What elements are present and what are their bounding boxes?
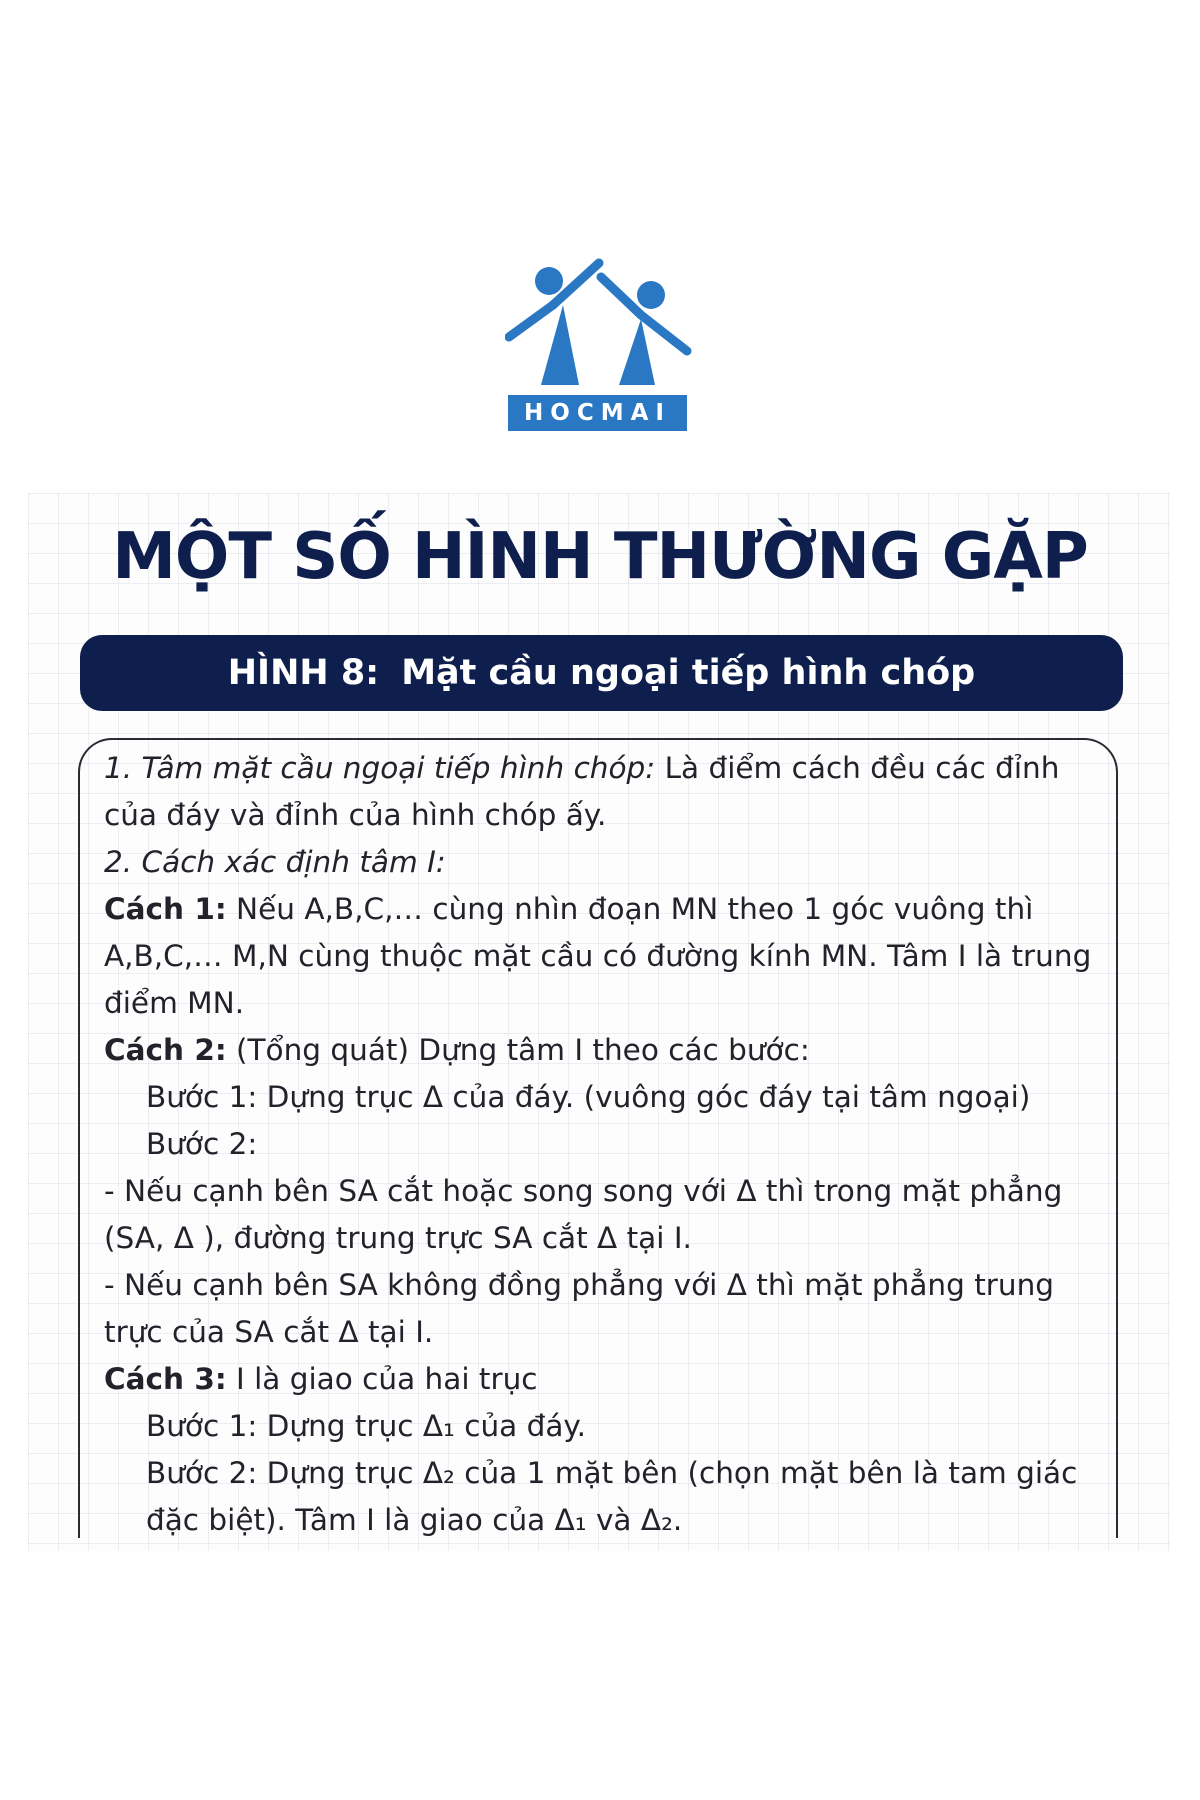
method-2-step-2: Bước 2: <box>146 1127 258 1161</box>
hocmai-logo <box>505 255 695 435</box>
method-1 <box>104 886 1104 1027</box>
definition-heading: 1. Tâm mặt cầu ngoại tiếp hình chóp: <box>104 751 656 785</box>
page-title: MỘT SỐ HÌNH THƯỜNG GẶP <box>112 520 1088 594</box>
method-3-label: Cách 3: <box>104 1362 227 1396</box>
method-3-step-2: Bước 2: Dựng trục Δ₂ của 1 mặt bên (chọn mặt bên là tam giác đặc biệt). Tâm I là giao của Δ₁ và Δ₂. <box>146 1456 1078 1537</box>
method-heading: 2. Cách xác định tâm I: <box>104 845 446 879</box>
section-banner <box>80 635 1123 711</box>
paragraph-definition <box>104 745 1104 839</box>
method-1-label: Cách 1: <box>104 892 227 926</box>
logo-text: HOCMAI <box>508 395 687 431</box>
method-2-step-1: Bước 1: Dựng trục Δ của đáy. (vuông góc đáy tại tâm ngoại) <box>146 1080 1031 1114</box>
definition-text: Là điểm cách đều các đỉnh của đáy và đỉnh của hình chóp ấy. <box>104 751 1060 832</box>
method-3 <box>104 1356 1104 1403</box>
section-label: HÌNH 8: <box>227 653 380 693</box>
method-2-case-2: - Nếu cạnh bên SA không đồng phẳng với Δ thì mặt phẳng trung trực của SA cắt Δ tại I. <box>104 1268 1055 1349</box>
content-body <box>104 745 1104 1544</box>
section-title: Mặt cầu ngoại tiếp hình chóp <box>401 653 976 693</box>
method-2-case-1: - Nếu cạnh bên SA cắt hoặc song song với Δ thì trong mặt phẳng (SA, Δ ), đường trung trực SA cắt Δ tại I. <box>104 1174 1063 1255</box>
method-3-text: I là giao của hai trục <box>236 1362 538 1396</box>
method-1-text: Nếu A,B,C,… cùng nhìn đoạn MN theo 1 góc vuông thì A,B,C,… M,N cùng thuộc mặt cầu có đường kính MN. Tâm I là trung điểm MN. <box>104 892 1092 1020</box>
method-2 <box>104 1027 1104 1074</box>
method-2-text: (Tổng quát) Dựng tâm I theo các bước: <box>236 1033 810 1067</box>
method-3-step-1: Bước 1: Dựng trục Δ₁ của đáy. <box>146 1409 587 1443</box>
two-people-house-icon <box>505 255 695 395</box>
method-2-label: Cách 2: <box>104 1033 227 1067</box>
